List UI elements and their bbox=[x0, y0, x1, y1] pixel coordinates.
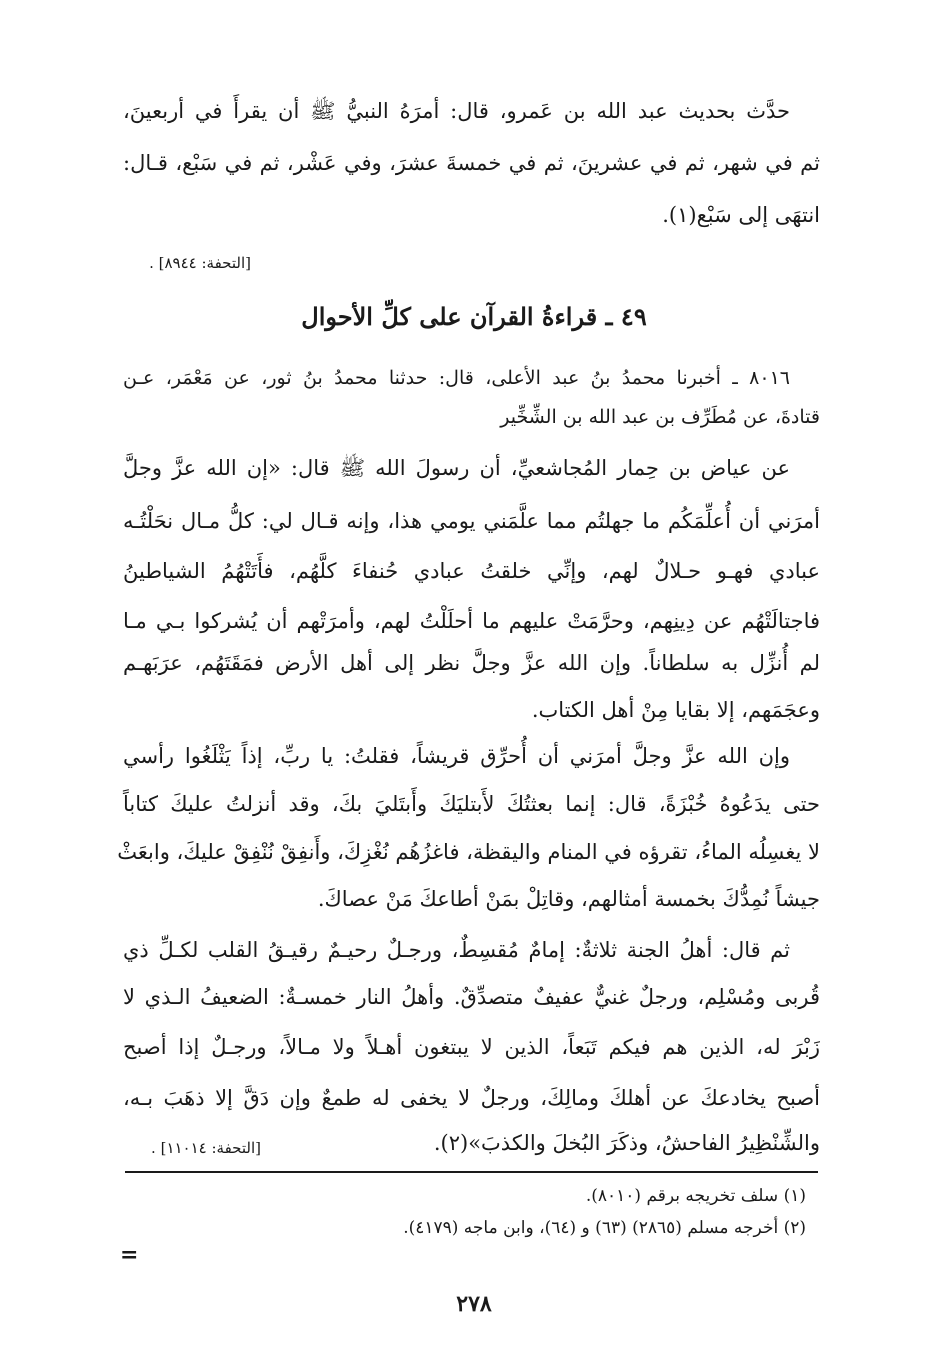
matn-p1-line-6: وعجَمَهم، إلا بقايا مِنْ أهل الكتاب. bbox=[531, 698, 820, 722]
footnote-1: (١) سلف تخريجه برقم (٨٠١٠). bbox=[585, 1186, 806, 1206]
matn-p3-line-5: والشِّنْظِيرُ الفاحشُ، وذكَرَ البُخلَ والكذبَ»(٢). bbox=[433, 1131, 820, 1155]
isnad-line-1: ٨٠١٦ ـ أخبرنا محمدُ بنُ عبد الأعلى، قال: حدثنا محمدُ بنُ ثور، عن مَعْمَر، عـن bbox=[123, 367, 790, 389]
matn-p1-line-1: عن عياض بن حِمار المُجاشعيِّ، أن رسولَ الله ﷺ قال: «إن الله عزَّ وجلَّ bbox=[123, 456, 790, 480]
intro-line-2: ثم في شهر، ثم في عشرينَ، ثم في خمسةَ عشرَ، وفي عَشْر، ثم في سَبْع، قـال: bbox=[123, 151, 820, 175]
matn-p3-line-3: زَبْرَ له، الذين هم فيكم تَبَعاً، الذين لا يبتغون أهـلاً ولا مـالاً، ورجـلٌ إذا أصبح bbox=[123, 1035, 820, 1059]
footnote-separator bbox=[125, 1171, 818, 1173]
matn-p1-line-3: عبادي فهـو حـلالٌ لهم، وإنِّي خلقتُ عبادي حُنفاءَ كلَّهُم، فأَتَتْهُمُ الشياطينُ bbox=[123, 559, 820, 583]
matn-p1-line-2: أمرَني أن أُعلِّمَكُم ما جهلتُم مما علَّمَني يومي هذا، وإنه قـال لي: كلُّ مـال نحَلْتُـه bbox=[123, 509, 820, 533]
footnote-2: (٢) أخرجه مسلم (٢٨٦٥) (٦٣) و (٦٤)، وابن ماجه (٤١٧٩). bbox=[403, 1218, 806, 1238]
page-number: ٢٧٨ bbox=[456, 1291, 492, 1317]
matn-p1-line-5: لم أُنزِّل به سلطاناً. وإن الله عزَّ وجلَّ نظر إلى أهل الأرض فمَقَتَهُم، عرَبَهـم bbox=[123, 651, 820, 675]
matn-p3-line-4: أصبح يخادعكَ عن أهلكَ ومالِكَ، ورجلٌ لا يخفى له طمعٌ وإن دَقَّ إلا ذهَبَ بـه، bbox=[123, 1086, 820, 1110]
matn-p2-line-1: وإن الله عزَّ وجلَّ أمرَني أن أُحرِّق قريشاً، فقلتُ: يا ربِّ، إذاً يَثْلَغُوا رأسي bbox=[123, 744, 790, 768]
matn-p3-line-2: قُربى ومُسْلِم، ورجلٌ غنيٌّ عفيفٌ متصدِّقٌ. وأهلُ النار خمسـةٌ: الضعيفُ الـذي لا bbox=[123, 985, 820, 1009]
matn-p2-line-4: جيشاً نُمِدُّكَ بخمسة أمثالهم، وقاتِلْ بمَنْ أطاعكَ مَنْ عصاكَ. bbox=[317, 887, 820, 911]
matn-p3-line-1: ثم قال: أهلُ الجنة ثلاثةٌ: إمامٌ مُقسِطٌ، ورجـلٌ رحيـمٌ رقيـقُ القلب لكـلِّ ذي bbox=[123, 938, 790, 962]
matn-p2-line-2: حتى يدَعُوهُ خُبْزَةً، قال: إنما بعثتُكَ لأَبتليَكَ وأَبتَليَ بكَ، وقد أنزلتُ عليكَ كتاباً bbox=[123, 792, 820, 816]
matn-p2-line-3: لا يغسِلُه الماءُ، تقرؤه في المنام واليقظة، فاغزُهُم نُغْزِكَ، وأَنفِقْ نُنْفِقْ عليكَ، وابعَثْ bbox=[117, 840, 820, 864]
intro-line-1: حدَّث بحديث عبد الله بن عَمرو، قال: أمرَهُ النبيُّ ﷺ أن يقرأَ في أربعينَ، bbox=[123, 99, 790, 123]
tuhfa-reference-2: [التحفة: ١١٠١٤] . bbox=[151, 1139, 261, 1157]
section-heading: ٤٩ ـ قراءةُ القرآن على كلِّ الأحوال bbox=[301, 302, 647, 331]
intro-line-3: انتهَى إلى سَبْع(١). bbox=[662, 203, 820, 227]
tuhfa-reference-1: [التحفة: ٨٩٤٤] . bbox=[149, 254, 251, 272]
isnad-line-2: قتادةَ، عن مُطَرِّف بن عبد الله بن الشِّخِّير bbox=[500, 406, 820, 428]
matn-p1-line-4: فاجتالَتْهُم عن دِينِهم، وحرَّمَتْ عليهم ما أحلَلْتُ لهم، وأمرَتْهم أن يُشركوا بـي مـا bbox=[123, 609, 820, 633]
margin-mark: = bbox=[120, 1242, 139, 1268]
